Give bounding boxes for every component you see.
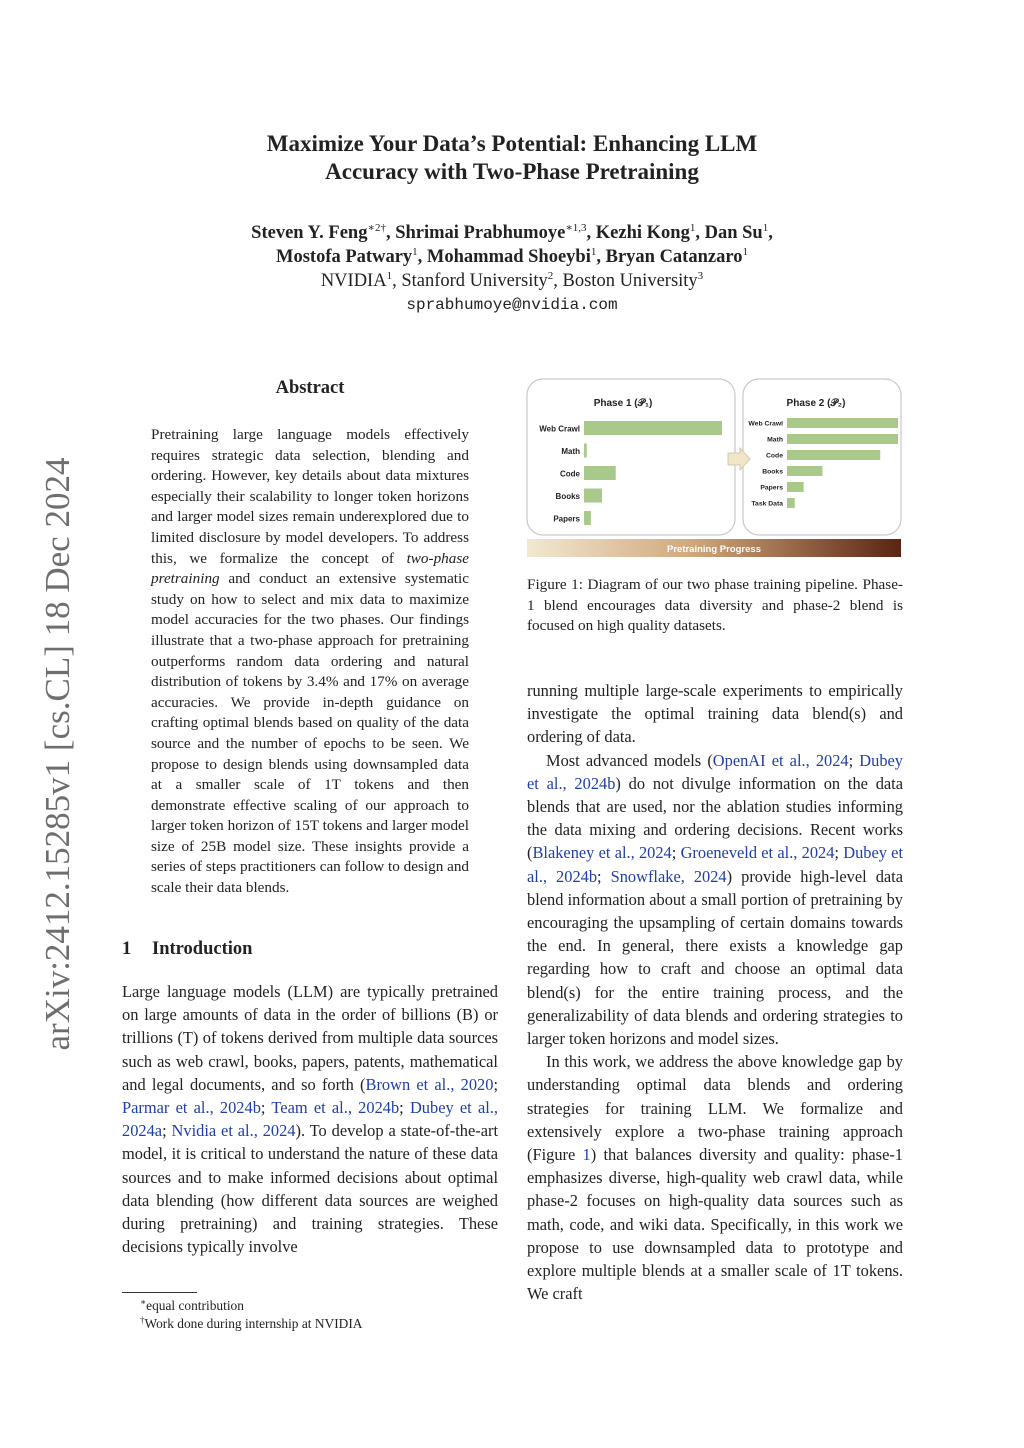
author-name: Shrimai Prabhumoye bbox=[395, 223, 566, 243]
phase-1-bar bbox=[584, 421, 722, 435]
citation-link[interactable]: Blakeney et al., 2024 bbox=[532, 843, 672, 863]
phase-1-bar-label: Math bbox=[561, 447, 580, 456]
body-text: ) that balances diversity and quality: phase-1 emphasizes diverse, high-quality web crawl data, while phase-2 focuses on high-quality data sources such as math, code, and wiki data. Specifically, in this work we propose to use downsampled data to prototype and explore multiple blends at a smaller scale of 1T tokens. We craft bbox=[527, 1145, 903, 1304]
phase-2-bar-label: Web Crawl bbox=[748, 420, 783, 428]
citation-link[interactable]: Parmar et al., 2024b bbox=[122, 1098, 261, 1118]
phase-1-bar bbox=[584, 444, 587, 458]
body-text: ) do not divulge information on the data blends that are used, nor the ablation studies informing the data mixing and ordering decisions. Recent works ( bbox=[527, 773, 903, 863]
phase-2-title: Phase 2 (𝒫₂) bbox=[786, 398, 846, 409]
author-name: Kezhi Kong bbox=[595, 223, 690, 243]
phase-1-bar bbox=[584, 511, 591, 525]
phase-1-bar-label: Web Crawl bbox=[539, 424, 580, 434]
body-text: Large language models (LLM) are typically pretrained on large amounts of data in the order of billions (B) or trillions (T) of tokens derived from multiple data sources such as web crawl, books, papers, patents, mathematical and legal documents, and so forth ( bbox=[122, 982, 498, 1094]
citation-link[interactable]: Dubey et al., 2024b bbox=[527, 843, 904, 886]
body-text: ). To develop a state-of-the-art model, it is critical to understand the nature of these data sources and to make informed decisions about optimal data blending (how different data sources are weighed during pretraining) and training strategies. These decisions typically involve bbox=[122, 1121, 499, 1257]
affiliation-mark: 2 bbox=[547, 270, 554, 282]
section-title: Introduction bbox=[152, 939, 253, 959]
separator: ; bbox=[848, 750, 860, 770]
phase-1-title: Phase 1 (𝒫₁) bbox=[593, 398, 653, 409]
title-line-1: Maximize Your Data’s Potential: Enhancing LLM bbox=[266, 131, 758, 156]
phase-2-bar-label: Code bbox=[766, 452, 783, 460]
author-name: Dan Su bbox=[704, 223, 763, 243]
footnote-2 bbox=[140, 1315, 500, 1333]
intro-paragraph-2 bbox=[527, 749, 903, 1051]
author-line-1: Steven Y. Feng$^{∗2\dagger}$, Shrimai Prabhumoye$^{∗1,3}$, Kezhi Kong$^1$, Dan Su$^1$, bbox=[251, 222, 773, 243]
author-mark: ∗2† bbox=[367, 222, 386, 234]
phase-1-bar-label: Books bbox=[555, 492, 580, 501]
phase-1-bar bbox=[584, 466, 616, 480]
body-text: In this work, we address the above knowledge gap by understanding optimal data blends and ordering strategies for training LLM. We formalize and extensively explore a two-phase training approach (Figure bbox=[527, 1052, 903, 1165]
phase-2-bar-label: Task Data bbox=[751, 500, 783, 508]
affiliation-mark: 3 bbox=[697, 270, 704, 282]
intro-left-column bbox=[122, 980, 498, 1258]
affiliation: NVIDIA bbox=[320, 271, 387, 291]
phase-1-bar-label: Papers bbox=[553, 514, 580, 524]
author-line-2: Mostofa Patwary$^1$, Mohammad Shoeybi$^1$, Bryan Catanzaro$^1$ bbox=[276, 246, 748, 267]
phase-2-bar bbox=[787, 434, 898, 444]
phase-2-bar bbox=[787, 450, 880, 460]
author-mark: 1 bbox=[689, 222, 696, 234]
paper-title bbox=[120, 130, 904, 186]
footnote-1 bbox=[140, 1297, 500, 1315]
body-text: ) provide high-level data blend information about a small portion of pretraining by encouraging the upsampling of certain domains towards the end. In general, there exists a knowledge gap regarding how to craft and choose an optimal data blend(s) for the entire training process, and the generalizability of data blends and ordering strategies to larger token horizons and model sizes. bbox=[527, 866, 903, 1049]
separator: ; bbox=[493, 1074, 498, 1094]
author-mark: 1 bbox=[590, 246, 597, 258]
citation-link[interactable]: Snowflake, 2024 bbox=[610, 866, 727, 886]
phase-2-bar bbox=[787, 482, 804, 492]
abstract-text: and conduct an extensive systematic study on how to select and mix data to maximize model accuracies for the two phases. Our findings illustrate that a two-phase approach for pretraining outperforms random data ordering and natural distribution of tokens by 3.4% and 17% on average accuracies. We provide in-depth guidance on crafting optimal blends based on quality of the data source and the number of epochs to be seen. We propose to design blends using downsampled data at a smaller scale of 1T tokens and then demonstrate effective scaling of our approach to larger token horizon of 15T tokens and larger model size of 25B model size. These insights provide a series of steps practitioners can follow to design and scale their data blends. bbox=[151, 570, 470, 897]
affiliations: NVIDIA$^1$, Stanford University$^2$, Boston University$^3$ bbox=[320, 270, 704, 291]
affiliation: Boston University bbox=[562, 271, 698, 291]
figure-1-diagram bbox=[525, 376, 903, 560]
author-mark: 1 bbox=[742, 246, 748, 258]
title-line-2: Accuracy with Two-Phase Pretraining bbox=[325, 159, 699, 184]
separator: ; bbox=[162, 1121, 172, 1141]
author-name: Mostofa Patwary bbox=[276, 247, 413, 267]
author-name: Bryan Catanzaro bbox=[605, 247, 743, 267]
footnote-rule bbox=[122, 1292, 197, 1293]
abstract-heading: Abstract bbox=[275, 378, 345, 398]
abstract-body bbox=[151, 425, 469, 899]
intro-paragraph-1-continued: running multiple large-scale experiments to empirically investigate the optimal training data blend(s) and ordering of data. bbox=[527, 681, 903, 747]
separator: ; bbox=[671, 843, 681, 863]
abstract-text: Pretraining large language models effectively requires strategic data selection, blending and ordering. However, key details about data mixtures especially their scalability to longer token horizons and larger model sizes remain underexplored due to limited disclosure by model developers. To address this, we formalize the concept of bbox=[151, 426, 469, 567]
contact-email[interactable]: sprabhumoye@nvidia.com bbox=[406, 296, 618, 314]
figure-reference-link[interactable]: 1 bbox=[582, 1145, 591, 1165]
author-mark: 1 bbox=[762, 222, 769, 234]
citation-link[interactable]: Team et al., 2024b bbox=[271, 1098, 400, 1118]
figure-1-caption: Figure 1: Diagram of our two phase training pipeline. Phase-1 blend encourages data diversity and phase-2 blend is focused on high quality datasets. bbox=[527, 576, 903, 635]
intro-paragraph-3 bbox=[527, 1050, 903, 1305]
author-name: Steven Y. Feng bbox=[251, 223, 368, 243]
phase-2-bar bbox=[787, 498, 795, 508]
body-text: Most advanced models ( bbox=[546, 750, 713, 770]
affiliation: Stanford University bbox=[401, 271, 548, 291]
phase-2-bar bbox=[787, 466, 823, 476]
phase-2-bar bbox=[787, 418, 898, 428]
phase-2-bar-label: Papers bbox=[760, 484, 783, 492]
separator: ; bbox=[260, 1098, 272, 1118]
author-mark: 1 bbox=[412, 246, 418, 258]
abstract-emphasis: two-phase pretraining bbox=[151, 549, 469, 588]
citation-link[interactable]: Nvidia et al., 2024 bbox=[171, 1121, 296, 1141]
separator: ; bbox=[834, 843, 844, 863]
author-block bbox=[120, 221, 904, 317]
phase-2-bar-label: Math bbox=[767, 436, 783, 444]
section-heading-introduction bbox=[122, 939, 252, 960]
footnote-mark: ∗ bbox=[140, 1297, 147, 1307]
footnote-text: equal contribution bbox=[146, 1298, 244, 1313]
section-number: 1 bbox=[122, 939, 132, 959]
citation-link[interactable]: OpenAI et al., 2024 bbox=[712, 750, 849, 770]
author-name: Mohammad Shoeybi bbox=[426, 247, 591, 267]
phase-2-bar-label: Books bbox=[762, 468, 783, 476]
intro-right-column bbox=[527, 679, 903, 1305]
phase-1-bar bbox=[584, 489, 602, 503]
affiliation-mark: 1 bbox=[386, 270, 393, 282]
footnote-mark: † bbox=[140, 1315, 145, 1325]
footnote-text: Work done during internship at NVIDIA bbox=[144, 1316, 363, 1331]
separator: ; bbox=[399, 1098, 410, 1118]
intro-paragraph-1 bbox=[122, 980, 498, 1258]
author-mark: ∗1,3 bbox=[565, 222, 587, 234]
citation-link[interactable]: Brown et al., 2020 bbox=[365, 1074, 494, 1094]
arxiv-identifier: arXiv:2412.15285v1 [cs.CL] 18 Dec 2024 bbox=[38, 457, 77, 1051]
citation-link[interactable]: Dubey et al., 2024a bbox=[122, 1098, 499, 1141]
citation-link[interactable]: Dubey et al., 2024b bbox=[527, 750, 903, 793]
phase-1-bar-label: Code bbox=[560, 469, 580, 479]
progress-label: Pretraining Progress bbox=[667, 544, 761, 555]
separator: ; bbox=[597, 866, 611, 886]
citation-link[interactable]: Groeneveld et al., 2024 bbox=[680, 843, 835, 863]
